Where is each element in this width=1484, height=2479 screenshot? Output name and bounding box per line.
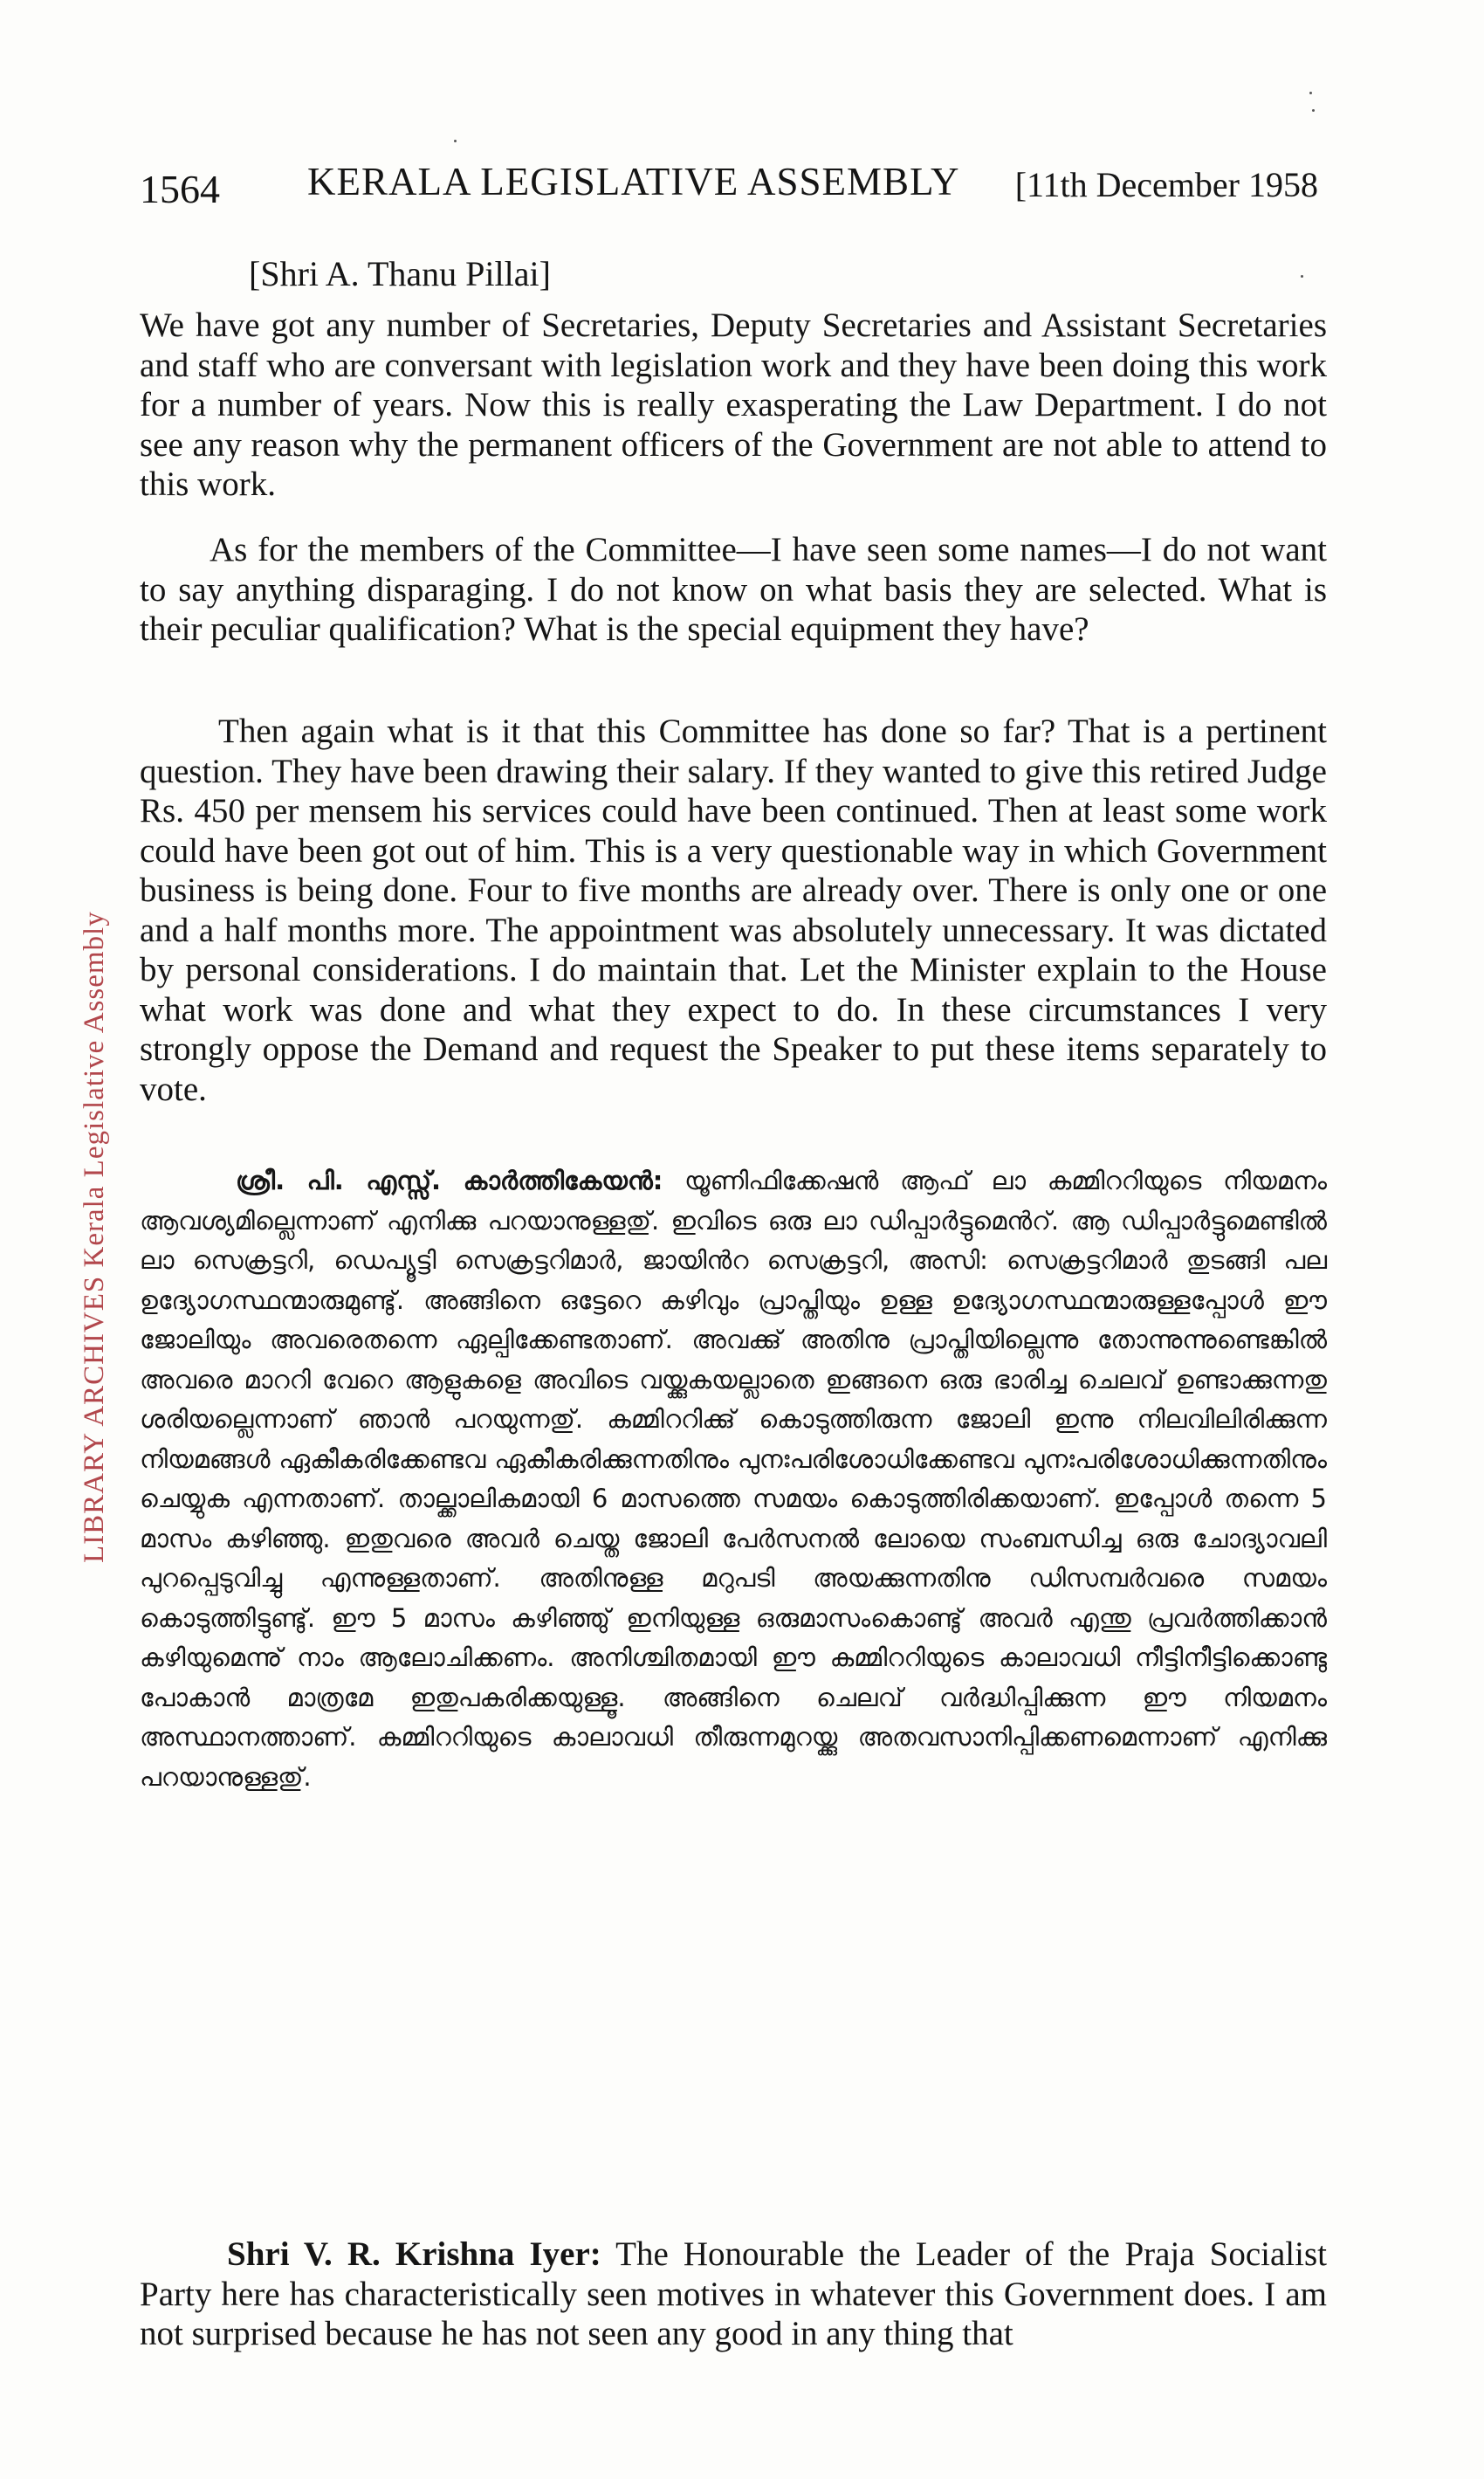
malayalam-speech xyxy=(140,1161,1327,1797)
speaker-continuation-note: [Shri A. Thanu Pillai] xyxy=(249,254,551,293)
scan-speck xyxy=(1309,92,1312,94)
malayalam-speaker-name: ശ്രീ. പി. എസ്സ്. കാർത്തികേയൻ: xyxy=(236,1166,663,1195)
paragraph-1: We have got any number of Secretaries, Deputy Secretaries and Assistant Secretaries and staff who are conversant with legislation work and they have been doing this work for a number of years. Now this is really exasperating the Law Department. I do not see any reason why the permanent officers of the Government are not able to attend to this work. xyxy=(140,306,1327,503)
paragraph-2: As for the members of the Committee—I have seen some names—I do not want to say anything disparaging. I do not know on what basis they are selected. What is their peculiar qualification? What is the special equipment they have? xyxy=(140,531,1327,648)
session-date: [11th December 1958 xyxy=(1014,165,1318,204)
malayalam-speech-text: യൂണിഫിക്കേഷൻ ആഫ് ലാ കമ്മിററിയുടെ നിയമനം ആവശ്യമില്ലെന്നാണ് എനിക്കു പറയാനുള്ളതു്. ഇവിടെ ഒരു ലാ ഡിപ്പാർട്ടുമെൻറ്. ആ ഡിപ്പാർട്ടുമെണ്ടിൽ ലാ സെക്രട്ടറി, ഡെപ്യൂട്ടി സെക്രട്ടറിമാർ, ജായിൻറ സെക്രട്ടറി, അസി: സെക്രട്ടറിമാർ തുടങ്ങി പല ഉദ്യോഗസ്ഥന്മാരുമുണ്ടു്. അങ്ങിനെ ഒട്ടേറെ കഴിവും പ്രാപ്തിയും ഉള്ള ഉദ്യോഗസ്ഥന്മാരുള്ളപ്പോൾ ഈ ജോലിയും അവരെതന്നെ ഏല്പിക്കേണ്ടതാണ്. അവക്കു് അതിനു പ്രാപ്തിയില്ലെന്നു തോന്നുന്നുണ്ടെങ്കിൽ അവരെ മാററി വേറെ ആളുകളെ അവിടെ വയ്ക്കുകയല്ലാതെ ഇങ്ങനെ ഒരു ഭാരിച്ച ചെലവ് ഉണ്ടാക്കുന്നതു ശരിയല്ലെന്നാണ് ഞാൻ പറയുന്നതു്. കമ്മിററിക്കു് കൊടുത്തിരുന്ന ജോലി ഇന്നു നിലവിലിരിക്കുന്ന നിയമങ്ങൾ ഏകീകരിക്കേണ്ടവ ഏകീകരിക്കുന്നതിനും പുനഃപരിശോധിക്കേണ്ടവ പുനഃപരിശോധിക്കുന്നതിനും ചെയ്യുക എന്നതാണ്. താല്ക്കാലികമായി 6 മാസത്തെ സമയം കൊടുത്തിരിക്കയാണ്. ഇപ്പോൾ തന്നെ 5 മാസം കഴിഞ്ഞു. ഇതുവരെ അവർ ചെയ്ത ജോലി പേർസനൽ ലോയെ സംബന്ധിച്ച ഒരു ചോദ്യാവലി പുറപ്പെടുവിച്ചു എന്നുള്ളതാണ്. അതിനുള്ള മറുപടി അയക്കുന്നതിനു ഡിസമ്പർവരെ സമയം കൊടുത്തിട്ടുണ്ടു്. ഈ 5 മാസം കഴിഞ്ഞു് ഇനിയുള്ള ഒരുമാസംകൊണ്ടു് അവർ എന്തു പ്രവർത്തിക്കാൻ കഴിയുമെന്നു് നാം ആലോചിക്കണം. അനിശ്ചിതമായി ഈ കമ്മിററിയുടെ കാലാവധി നീട്ടിനീട്ടിക്കൊണ്ടു പോകാൻ മാത്രമേ ഇതുപകരിക്കയുള്ളൂ. അങ്ങിനെ ചെലവ് വർദ്ധിപ്പിക്കുന്ന ഈ നിയമനം അസ്ഥാനത്താണ്. കമ്മിററിയുടെ കാലാവധി തീരുന്നമുറയ്ക്കു അതവസാനിപ്പിക്കണമെന്നാണ് എനിക്കു പറയാനുള്ളതു്. xyxy=(140,1166,1328,1792)
publication-title: KERALA LEGISLATIVE ASSEMBLY xyxy=(307,160,960,203)
paragraph-5-text: The Honourable the Leader of the Praja Socialist Party here has characteristically seen motives in whatever this Government does. I am not surprised because he has not seen any good in any thing that xyxy=(140,2235,1327,2352)
scan-speck xyxy=(1312,109,1315,112)
page-header xyxy=(140,159,1318,211)
paragraph-3: Then again what is it that this Committee has done so far? That is a pertinent question. They have been drawing their salary. If they wanted to give this retired Judge Rs. 450 per mensem his services could have been continued. Then at least some work could have been got out of him. This is a very questionable way in which Government business is being done. Four to five months are already over. There is only one or one and a half months more. The appointment was absolutely unnecessary. It was dictated by personal considerations. I do maintain that. Let the Minister explain to the House what work was done and what they expect to do. In these circumstances I very strongly oppose the Demand and request the Speaker to put these items separately to vote. xyxy=(140,713,1327,1108)
scan-speck xyxy=(454,140,457,142)
scan-speck xyxy=(1301,275,1303,278)
speaker-name: Shri V. R. Krishna Iyer: xyxy=(227,2235,601,2273)
paragraph-5 xyxy=(140,2235,1327,2354)
page-number: 1564 xyxy=(140,167,220,211)
archive-watermark: LIBRARY ARCHIVES Kerala Legislative Assembly xyxy=(79,911,110,1563)
